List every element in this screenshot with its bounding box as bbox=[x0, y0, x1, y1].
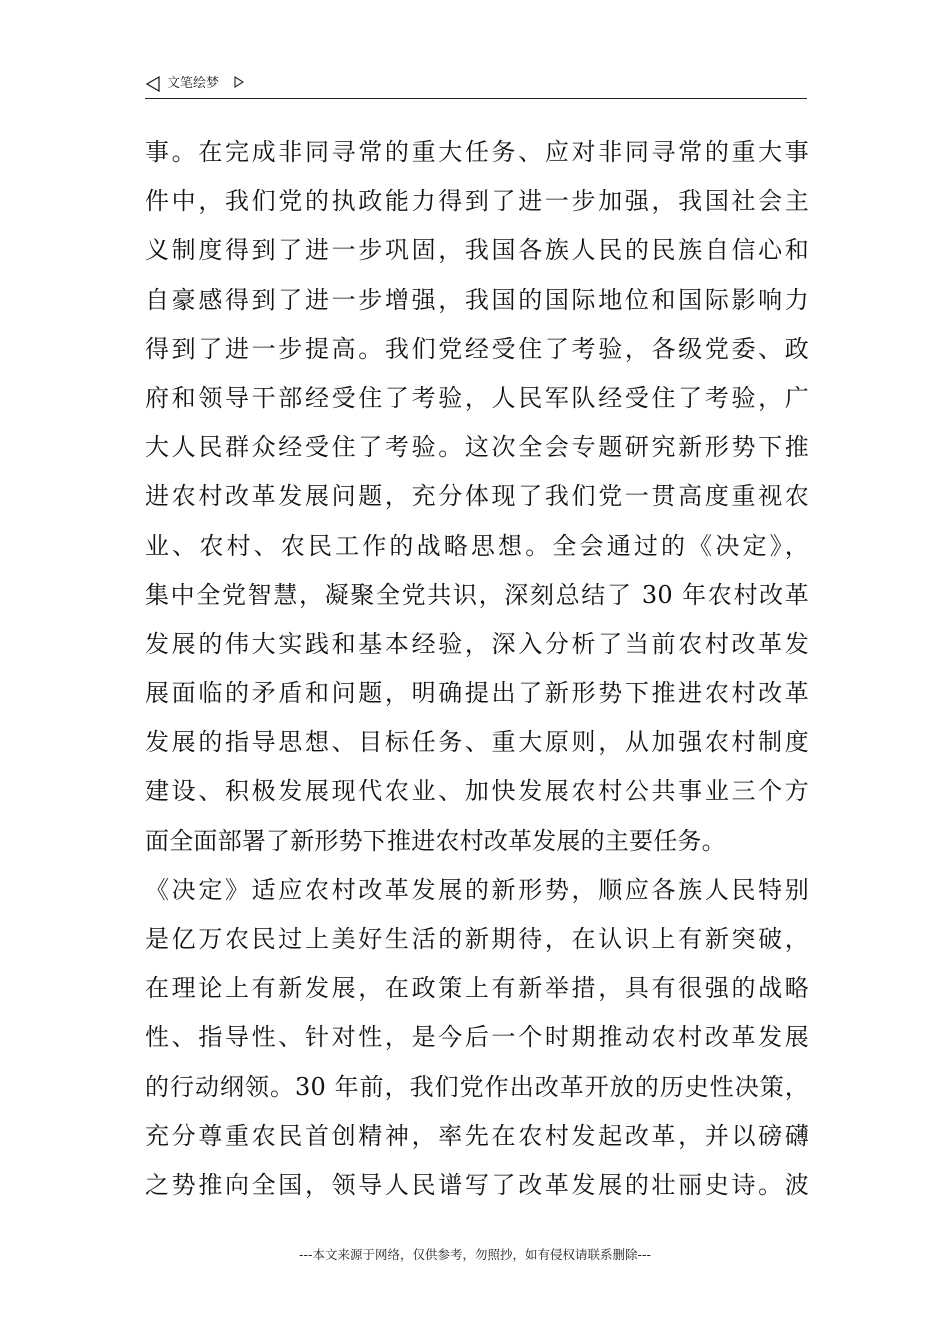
text-line: 《决定》适应农村改革发展的新形势，顺应各族人民特别 bbox=[145, 875, 809, 904]
text-line: 面全面部署了新形势下推进农村改革发展的主要任务。 bbox=[145, 826, 726, 855]
text-line: 建设、积极发展现代农业、加快发展农村公共事业三个方 bbox=[145, 777, 809, 806]
text-line: 在理论上有新发展，在政策上有新举措，具有很强的战略 bbox=[145, 974, 809, 1003]
text-line: 件中，我们党的执政能力得到了进一步加强，我国社会主 bbox=[145, 187, 809, 216]
text-line: 充分尊重农民首创精神，率先在农村发起改革，并以磅礴 bbox=[145, 1121, 809, 1150]
page-header bbox=[145, 72, 807, 99]
text-line: 进农村改革发展问题，充分体现了我们党一贯高度重视农 bbox=[145, 482, 809, 511]
text-line: 发展的指导思想、目标任务、重大原则，从加强农村制度 bbox=[145, 728, 809, 757]
text-line: 业、农村、农民工作的战略思想。全会通过的《决定》， bbox=[145, 531, 809, 560]
text-line: 性、指导性、针对性，是今后一个时期推动农村改革发展 bbox=[145, 1023, 809, 1052]
footer-disclaimer: ---本文来源于网络，仅供参考，勿照抄，如有侵权请联系删除--- bbox=[298, 1247, 652, 1262]
text-line: 之势推向全国，领导人民谱写了改革发展的壮丽史诗。波 bbox=[145, 1170, 809, 1199]
text-line: 集中全党智慧，凝聚全党共识，深刻总结了 30 年农村改革 bbox=[145, 580, 809, 609]
text-line: 义制度得到了进一步巩固，我国各族人民的民族自信心和 bbox=[145, 236, 809, 265]
text-line: 是亿万农民过上美好生活的新期待，在认识上有新突破， bbox=[145, 925, 809, 953]
triangle-left-outline-icon bbox=[145, 76, 161, 92]
text-line: 得到了进一步提高。我们党经受住了考验，各级党委、政 bbox=[145, 334, 809, 363]
triangle-right-outline-icon bbox=[234, 76, 244, 88]
text-line: 大人民群众经受住了考验。这次全会专题研究新形势下推 bbox=[145, 433, 809, 462]
header-title: 文笔绘梦 bbox=[167, 76, 220, 91]
text-line: 展面临的矛盾和问题，明确提出了新形势下推进农村改革 bbox=[145, 679, 809, 708]
text-line: 自豪感得到了进一步增强，我国的国际地位和国际影响力 bbox=[145, 285, 809, 314]
text-line: 发展的伟大实践和基本经验，深入分析了当前农村改革发 bbox=[145, 629, 809, 658]
body-paragraph bbox=[145, 128, 809, 1210]
text-line: 府和领导干部经受住了考验，人民军队经受住了考验，广 bbox=[145, 383, 809, 412]
text-line: 事。在完成非同寻常的重大任务、应对非同寻常的重大事 bbox=[145, 138, 809, 166]
text-line: 的行动纲领。30 年前，我们党作出改革开放的历史性决策， bbox=[145, 1072, 809, 1101]
